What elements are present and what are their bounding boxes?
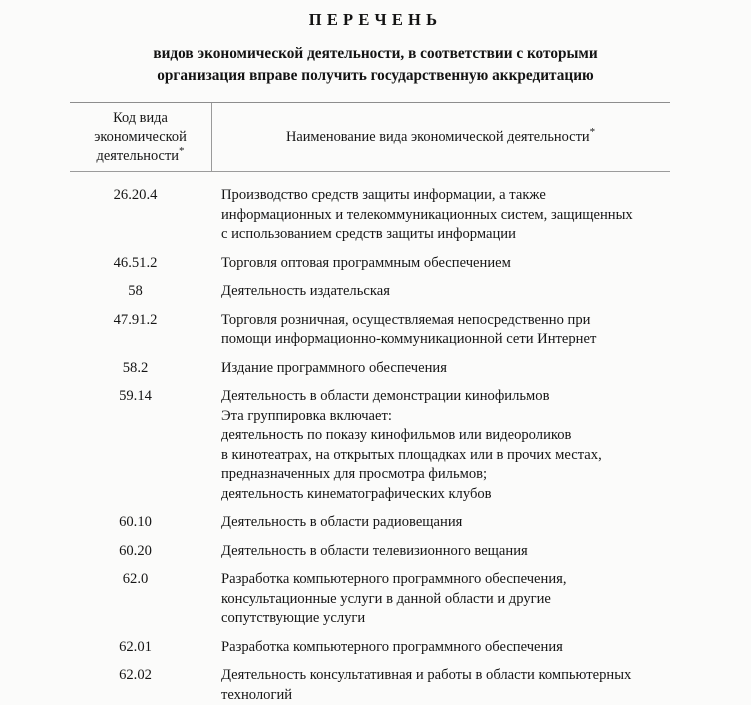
activity-code: 46.51.2 xyxy=(70,254,211,274)
column-header-name-text: Наименование вида экономической деятельности xyxy=(286,129,590,145)
document-subtitle xyxy=(0,30,751,87)
activity-code: 47.91.2 xyxy=(70,311,211,331)
table-row xyxy=(70,542,670,562)
activity-name-line: Разработка компьютерного программного обеспечения, xyxy=(221,570,670,590)
activity-code: 26.20.4 xyxy=(70,186,211,206)
activity-name-line: Деятельность в области телевизионного вещания xyxy=(221,542,670,562)
activities-table xyxy=(70,102,670,705)
activity-code: 58 xyxy=(70,282,211,302)
activity-name-line: Торговля розничная, осуществляемая непосредственно при xyxy=(221,311,670,331)
activity-code: 62.02 xyxy=(70,666,211,686)
activity-code: 62.01 xyxy=(70,638,211,658)
activity-name-line: деятельность по показу кинофильмов или видеороликов xyxy=(221,426,670,446)
activity-name xyxy=(211,666,670,705)
activity-name-line: Деятельность в области радиовещания xyxy=(221,513,670,533)
activity-code: 58.2 xyxy=(70,359,211,379)
table-header-row xyxy=(70,103,670,171)
column-header-code-line-3: деятельности xyxy=(97,148,179,164)
activity-name-line: консультационные услуги в данной области и другие xyxy=(221,590,670,610)
activity-name-line: помощи информационно-коммуникационной сети Интернет xyxy=(221,330,670,350)
activity-name-line: Издание программного обеспечения xyxy=(221,359,670,379)
table-row xyxy=(70,638,670,658)
activity-name xyxy=(211,542,670,562)
activity-name xyxy=(211,186,670,245)
activity-name-line: Торговля оптовая программным обеспечением xyxy=(221,254,670,274)
footnote-marker-name: * xyxy=(590,126,596,138)
activity-name-line: Производство средств защиты информации, а также xyxy=(221,186,670,206)
subtitle-line-2: организация вправе получить государственную аккредитацию xyxy=(0,65,751,87)
subtitle-line-1: видов экономической деятельности, в соответствии с которыми xyxy=(0,43,751,65)
activity-name xyxy=(211,387,670,504)
activity-name xyxy=(211,254,670,274)
table-row xyxy=(70,254,670,274)
activity-name-line: сопутствующие услуги xyxy=(221,609,670,629)
column-header-code-line-2: экономической xyxy=(94,129,187,145)
activity-name-line: деятельность кинематографических клубов xyxy=(221,485,670,505)
activity-code: 59.14 xyxy=(70,387,211,407)
activity-name-line: Деятельность издательская xyxy=(221,282,670,302)
table-row xyxy=(70,282,670,302)
column-header-name xyxy=(211,103,670,171)
activity-name-line: предназначенных для просмотра фильмов; xyxy=(221,465,670,485)
activity-name-line: Деятельность консультативная и работы в области компьютерных xyxy=(221,666,670,686)
page-title: ПЕРЕЧЕНЬ xyxy=(0,0,751,30)
activity-name xyxy=(211,282,670,302)
table-row xyxy=(70,666,670,705)
table-row xyxy=(70,570,670,629)
activity-name-line: с использованием средств защиты информации xyxy=(221,225,670,245)
activity-code: 60.20 xyxy=(70,542,211,562)
activity-name xyxy=(211,638,670,658)
table-row xyxy=(70,359,670,379)
table-row xyxy=(70,311,670,350)
table-body xyxy=(70,172,670,705)
column-header-code-line-1: Код вида xyxy=(113,110,168,126)
table-row xyxy=(70,513,670,533)
activity-name xyxy=(211,311,670,350)
activity-name xyxy=(211,359,670,379)
activity-name-line: Деятельность в области демонстрации кинофильмов xyxy=(221,387,670,407)
table-row xyxy=(70,387,670,504)
activity-name xyxy=(211,513,670,533)
activity-name-line: информационных и телекоммуникационных систем, защищенных xyxy=(221,206,670,226)
column-header-code xyxy=(70,103,211,171)
activity-name-line: Разработка компьютерного программного обеспечения xyxy=(221,638,670,658)
activity-code: 62.0 xyxy=(70,570,211,590)
activity-name-line: в кинотеатрах, на открытых площадках или в прочих местах, xyxy=(221,446,670,466)
activity-name xyxy=(211,570,670,629)
activity-code: 60.10 xyxy=(70,513,211,533)
activity-name-line: технологий xyxy=(221,686,670,705)
footnote-marker-code: * xyxy=(179,145,185,157)
activity-name-line: Эта группировка включает: xyxy=(221,407,670,427)
table-row xyxy=(70,186,670,245)
